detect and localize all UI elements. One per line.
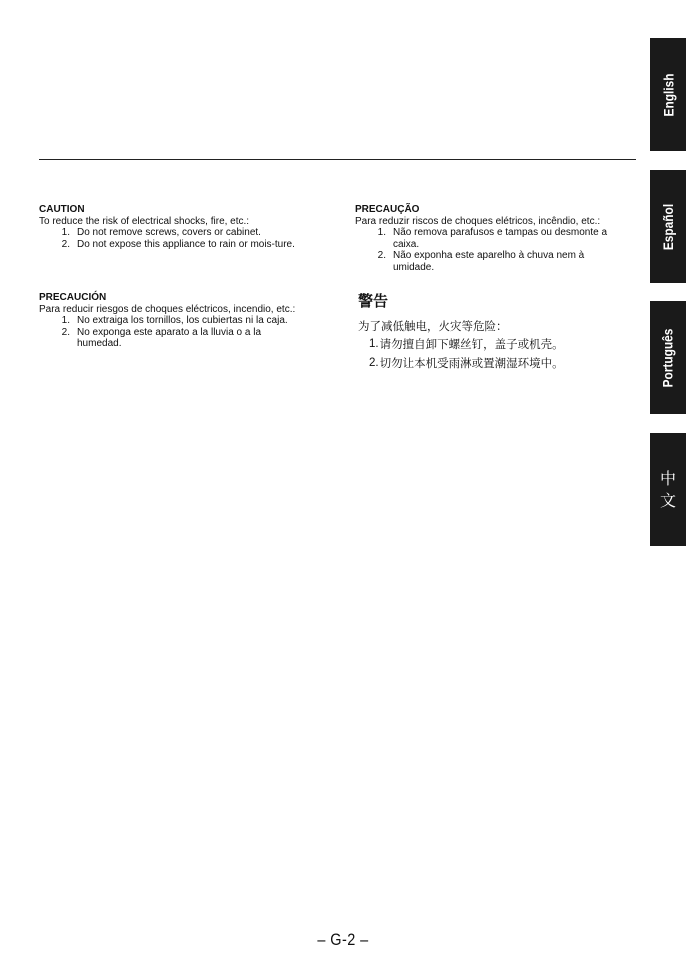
list-item	[39, 315, 329, 327]
caution-heading: PRECAUCIÓN	[39, 292, 107, 303]
caution-english	[39, 204, 309, 250]
page-number: – G-2 –	[317, 930, 369, 949]
list-item-number: 2.	[377, 250, 386, 261]
list-item-text: 请勿擅自卸下螺丝钉，盖子或机壳。	[379, 337, 564, 351]
caution-intro: Para reduzir riscos de choques elétricos, incêndio, etc.:	[355, 215, 601, 227]
list-item-number: 1.	[369, 338, 379, 350]
list-item	[369, 354, 618, 373]
caution-chinese	[358, 291, 618, 373]
list-item-number: 2.	[61, 238, 70, 250]
list-item-number: 1.	[61, 315, 70, 326]
caution-heading: 警告	[358, 292, 389, 310]
list-item	[39, 327, 329, 350]
horizontal-divider	[39, 159, 636, 160]
caution-intro: Para reducir riesgos de choques eléctricos, incendio, etc.:	[39, 303, 296, 315]
list-item-text: Não exponha este aparelho à chuva nem à umidade.	[393, 250, 585, 273]
language-tab-espanol	[650, 170, 686, 283]
caution-list	[355, 227, 635, 273]
list-item-number: 1.	[61, 227, 70, 238]
language-tab-portugues	[650, 301, 686, 414]
list-item	[369, 335, 618, 354]
list-item	[355, 227, 635, 250]
list-item-text: 切勿让本机受雨淋或置潮湿环境中。	[379, 356, 564, 370]
list-item-number: 2.	[369, 357, 379, 369]
list-item-text: No exponga este aparato a la lluvia o a la humedad.	[77, 326, 262, 349]
tab-label: English	[660, 73, 676, 116]
caution-list	[39, 227, 309, 250]
list-item-number: 2.	[61, 326, 70, 338]
caution-heading: CAUTION	[39, 204, 85, 215]
list-item	[39, 239, 309, 251]
list-item-number: 1.	[377, 227, 386, 238]
caution-spanish	[39, 292, 329, 350]
list-item-text: Do not remove screws, covers or cabinet.	[77, 227, 261, 238]
caution-heading: PRECAUÇÃO	[355, 204, 420, 215]
caution-list	[358, 335, 618, 373]
language-tab-chinese	[650, 433, 686, 546]
caution-portuguese	[355, 204, 635, 273]
list-item-text: Do not expose this appliance to rain or mois-ture.	[77, 238, 295, 250]
list-item-text: Não remova parafusos e tampas ou desmonte a caixa.	[393, 227, 608, 250]
list-item-text: No extraiga los tornillos, los cubiertas ni la caja.	[77, 315, 288, 326]
tab-label: Español	[660, 203, 676, 250]
tab-label: 中文	[659, 468, 676, 510]
caution-intro: To reduce the risk of electrical shocks, fire, etc.:	[39, 215, 250, 227]
caution-intro: 为了减低触电，火灾等危险：	[358, 319, 508, 333]
language-tab-english	[650, 38, 686, 151]
tab-label: Português	[660, 328, 677, 387]
list-item	[355, 250, 635, 273]
list-item	[39, 227, 309, 239]
caution-list	[39, 315, 329, 350]
